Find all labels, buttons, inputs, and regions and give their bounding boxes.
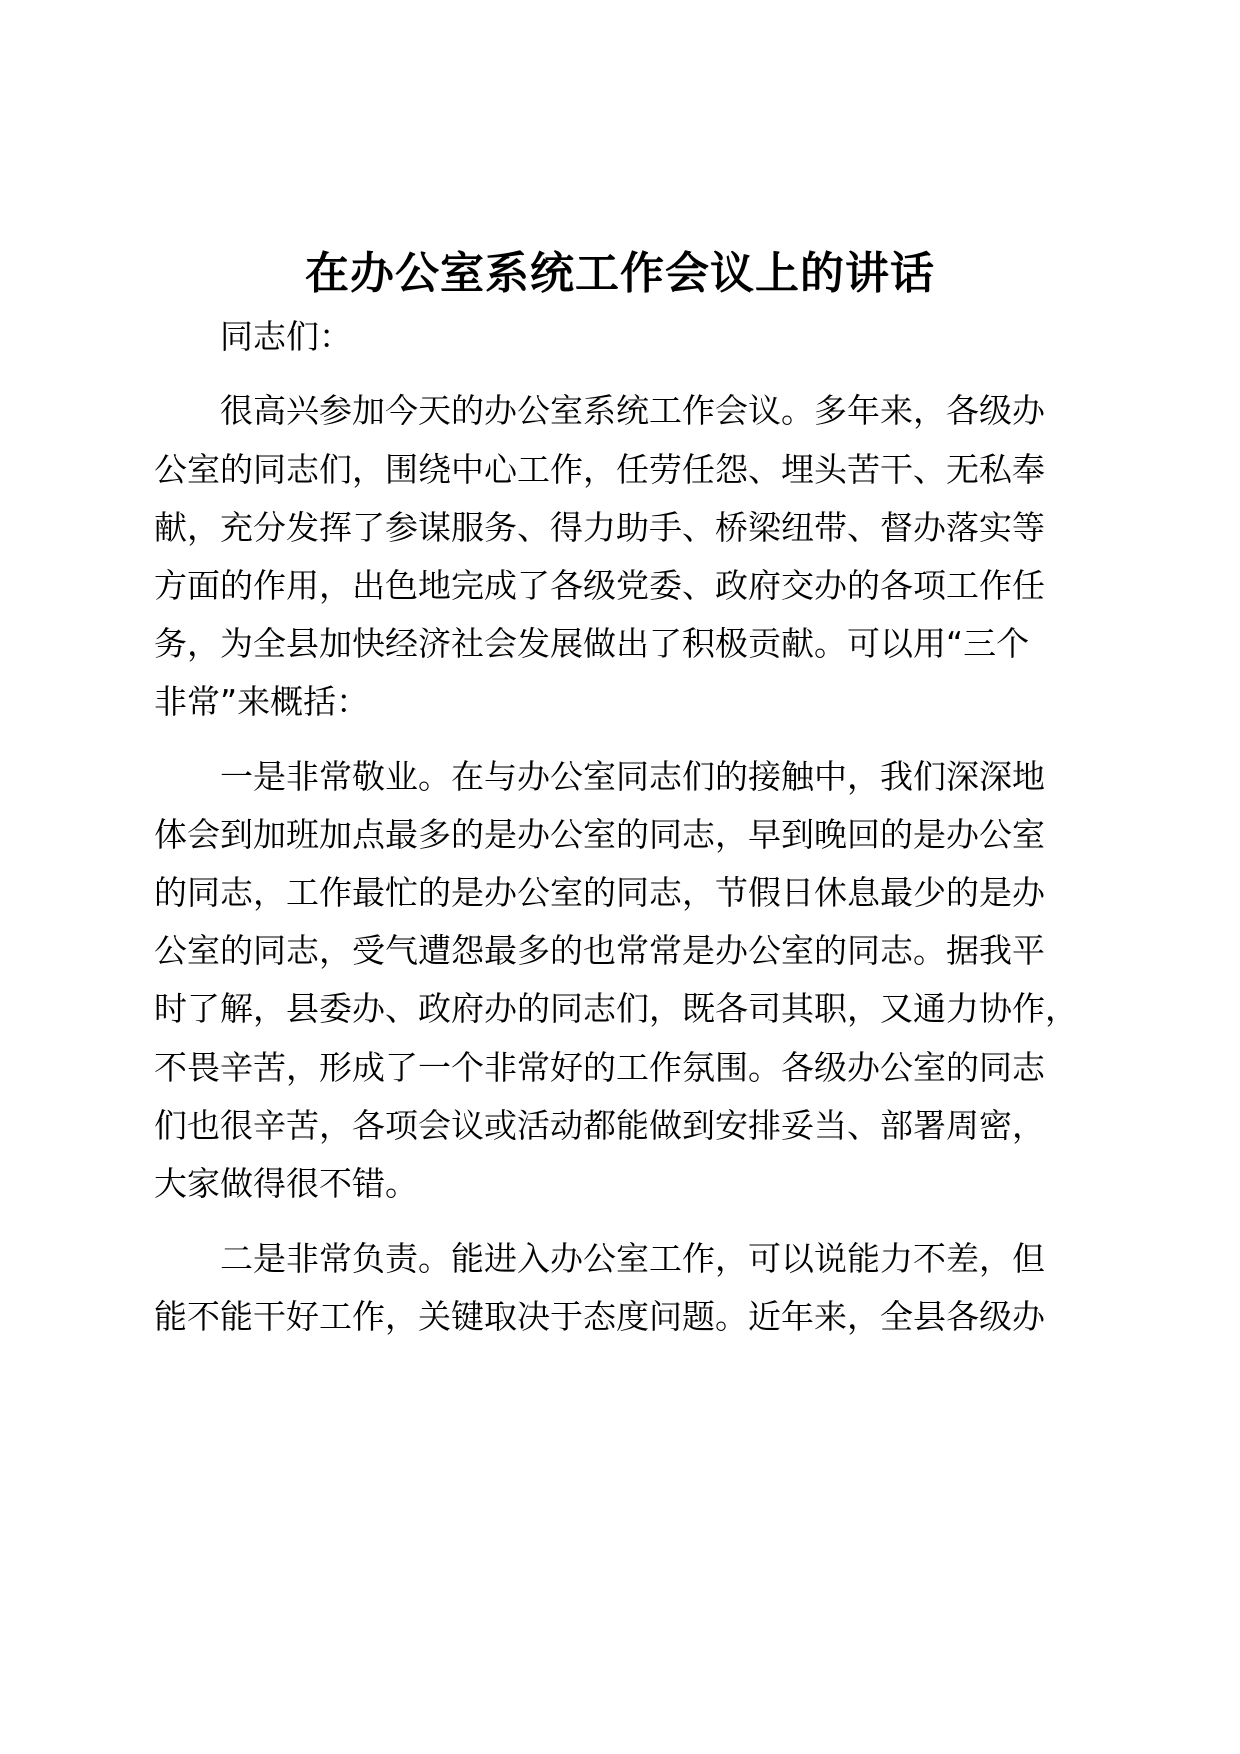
paragraph-2-line-3: 的同志，工作最忙的是办公室的同志，节假日休息最少的是办 [154,873,1045,912]
paragraph-1-line-6: 非常”来概括： [154,682,370,721]
paragraph-2-line-8: 大家做得很不错。 [154,1164,418,1203]
paragraph-2-line-7: 们也很辛苦，各项会议或活动都能做到安排妥当、部署周密， [154,1106,1045,1145]
paragraph-1-line-3: 献，充分发挥了参谋服务、得力助手、桥梁纽带、督办落实等 [154,508,1045,547]
paragraph-2-line-5: 时了解，县委办、政府办的同志们，既各司其职，又通力协作， [154,989,1078,1028]
paragraph-2-line-4: 公室的同志，受气遭怨最多的也常常是办公室的同志。据我平 [154,931,1045,970]
paragraph-3-line-2: 能不能干好工作，关键取决于态度问题。近年来，全县各级办 [154,1297,1045,1336]
paragraph-2-line-1: 一是非常敬业。在与办公室同志们的接触中，我们深深地 [220,757,1045,796]
document-title: 在办公室系统工作会议上的讲话 [305,248,935,299]
paragraph-2-line-2: 体会到加班加点最多的是办公室的同志，早到晚回的是办公室 [154,815,1045,854]
paragraph-1-line-4: 方面的作用，出色地完成了各级党委、政府交办的各项工作任 [154,566,1045,605]
paragraph-1-line-2: 公室的同志们，围绕中心工作，任劳任怨、埋头苦干、无私奉 [154,450,1045,489]
paragraph-3-line-1: 二是非常负责。能进入办公室工作，可以说能力不差，但 [220,1239,1045,1278]
salutation: 同志们： [220,317,352,356]
paragraph-1-line-1: 很高兴参加今天的办公室系统工作会议。多年来，各级办 [220,391,1045,430]
paragraph-1-line-5: 务，为全县加快经济社会发展做出了积极贡献。可以用“三个 [154,624,1030,663]
paragraph-2-line-6: 不畏辛苦，形成了一个非常好的工作氛围。各级办公室的同志 [154,1048,1045,1087]
